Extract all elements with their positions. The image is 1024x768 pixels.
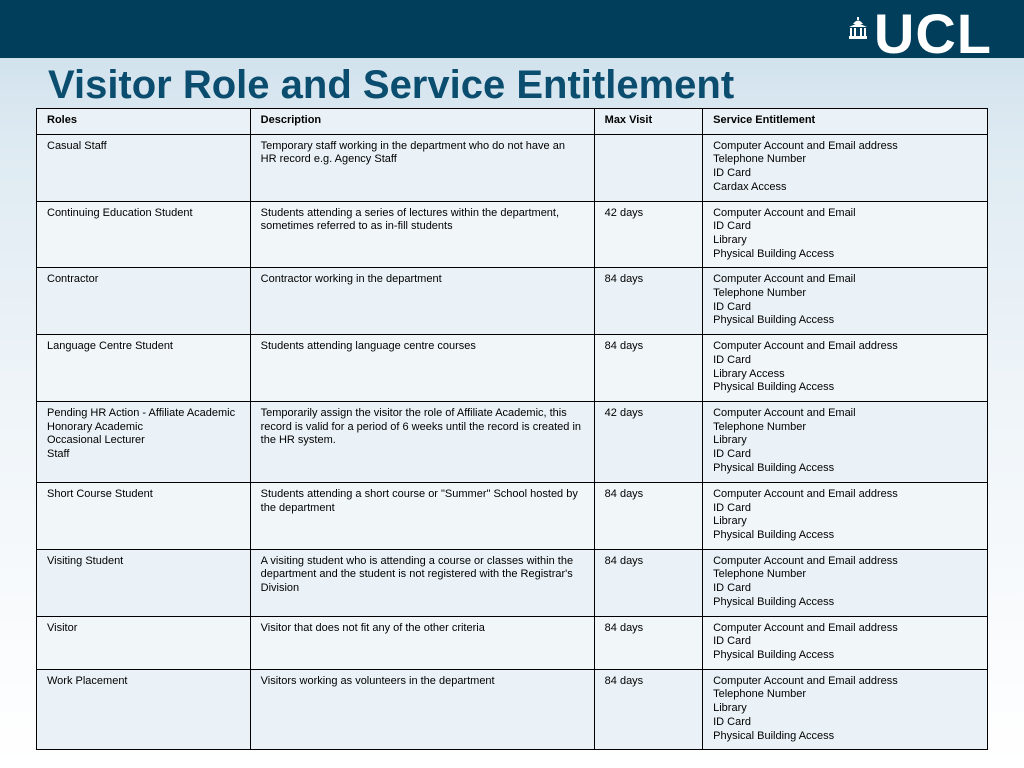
header-max-visit: Max Visit [594, 109, 702, 135]
service-cell: Computer Account and Email Telephone Number Library ID Card Physical Building Access [703, 401, 988, 482]
service-cell: Computer Account and Email address Telephone Number Library ID Card Physical Building Access [703, 669, 988, 750]
role-cell: Work Placement [37, 669, 251, 750]
description-cell: Students attending a series of lectures within the department, sometimes referred to as in-fill students [250, 201, 594, 268]
role-cell: Casual Staff [37, 134, 251, 201]
role-cell: Language Centre Student [37, 335, 251, 402]
service-cell: Computer Account and Email Telephone Number ID Card Physical Building Access [703, 268, 988, 335]
max-visit-cell: 84 days [594, 335, 702, 402]
description-cell: A visiting student who is attending a course or classes within the department and the student is not registered with the Registrar's Division [250, 549, 594, 616]
table-row [37, 482, 988, 549]
description-cell: Temporarily assign the visitor the role of Affiliate Academic, this record is valid for a period of 6 weeks until the record is created in the HR system. [250, 401, 594, 482]
table-row [37, 201, 988, 268]
service-cell: Computer Account and Email address Telephone Number ID Card Physical Building Access [703, 549, 988, 616]
role-cell: Visiting Student [37, 549, 251, 616]
header-bar [0, 0, 1024, 65]
max-visit-cell: 84 days [594, 549, 702, 616]
table-row [37, 134, 988, 201]
ucl-portico-icon [848, 17, 868, 39]
max-visit-cell: 84 days [594, 616, 702, 669]
max-visit-cell: 84 days [594, 669, 702, 750]
max-visit-cell [594, 134, 702, 201]
service-cell: Computer Account and Email address ID Card Library Physical Building Access [703, 482, 988, 549]
table-row [37, 335, 988, 402]
role-cell: Continuing Education Student [37, 201, 251, 268]
description-cell: Students attending a short course or "Summer" School hosted by the department [250, 482, 594, 549]
role-cell: Contractor [37, 268, 251, 335]
header-description: Description [250, 109, 594, 135]
max-visit-cell: 42 days [594, 201, 702, 268]
max-visit-cell: 84 days [594, 268, 702, 335]
description-cell: Visitor that does not fit any of the other criteria [250, 616, 594, 669]
max-visit-cell: 84 days [594, 482, 702, 549]
header-service-entitlement: Service Entitlement [703, 109, 988, 135]
slide-title: Visitor Role and Service Entitlement [48, 63, 735, 107]
table-row [37, 616, 988, 669]
role-cell: Pending HR Action - Affiliate Academic Honorary Academic Occasional Lecturer Staff [37, 401, 251, 482]
role-cell: Short Course Student [37, 482, 251, 549]
ucl-logo [848, 2, 992, 65]
service-cell: Computer Account and Email address Telephone Number ID Card Cardax Access [703, 134, 988, 201]
description-cell: Contractor working in the department [250, 268, 594, 335]
description-cell: Visitors working as volunteers in the department [250, 669, 594, 750]
table-row [37, 549, 988, 616]
service-cell: Computer Account and Email address ID Card Library Access Physical Building Access [703, 335, 988, 402]
role-cell: Visitor [37, 616, 251, 669]
entitlement-table [36, 108, 988, 750]
table-row [37, 669, 988, 750]
table-header-row [37, 109, 988, 135]
header-roles: Roles [37, 109, 251, 135]
description-cell: Temporary staff working in the department who do not have an HR record e.g. Agency Staff [250, 134, 594, 201]
max-visit-cell: 42 days [594, 401, 702, 482]
service-cell: Computer Account and Email ID Card Library Physical Building Access [703, 201, 988, 268]
service-cell: Computer Account and Email address ID Card Physical Building Access [703, 616, 988, 669]
table-row [37, 268, 988, 335]
description-cell: Students attending language centre courses [250, 335, 594, 402]
ucl-logo-text: UCL [873, 2, 992, 65]
table-row [37, 401, 988, 482]
